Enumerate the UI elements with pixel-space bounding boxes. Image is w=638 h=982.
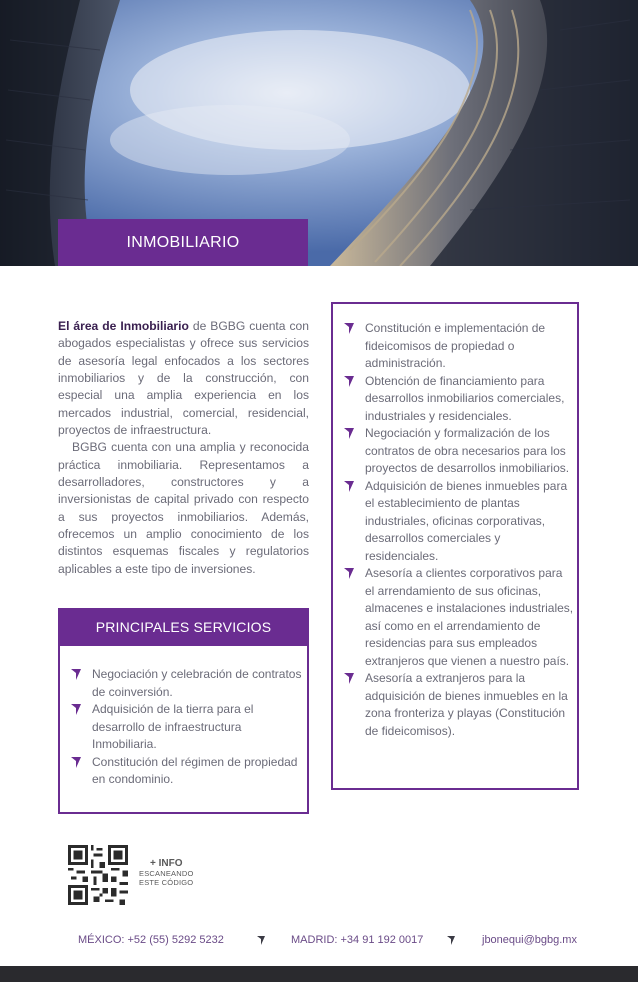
contact-email-link[interactable]: jbonequi@bgbg.mx: [482, 934, 577, 946]
list-item: [62, 701, 306, 754]
service-text: Adquisición de la tierra para el desarrollo de infraestructura Inmobiliaria.: [92, 702, 254, 751]
service-text: Negociación y formalización de los contratos de obra necesarios para los proyectos de desarrollos inmobiliarios.: [365, 426, 570, 475]
service-text: Negociación y celebración de contratos de coinversión.: [92, 667, 302, 699]
purple-arrow-icon: [446, 935, 456, 946]
list-item: [335, 425, 575, 478]
purple-arrow-icon: [343, 322, 355, 335]
qr-caption-line-1: ESCANEANDO: [139, 869, 194, 878]
intro-lead: El área de Inmobiliario: [58, 319, 189, 333]
intro-paragraph-2: BGBG cuenta con una amplia y reconocida práctica inmobiliaria. Representamos a desarrolladores, constructores y a inversionistas de capital privado con respecto a sus proyectos inmobiliarios. Además, ofrecemos un amplio conocimiento de los distintos esquemas fiscales y regulatorios aplicables a este tipo de inversiones.: [58, 440, 309, 576]
purple-arrow-icon: [343, 480, 355, 493]
qr-info-caption: [139, 870, 194, 887]
section-title-badge: INMOBILIARIO: [58, 219, 308, 266]
qr-code[interactable]: [67, 845, 129, 905]
service-text: Constitución del régimen de propiedad en condominio.: [92, 754, 298, 786]
service-text: Asesoría a clientes corporativos para el arrendamiento de sus oficinas, almacenes e instalaciones industriales, así como en el arrendamiento de residencias para sus empleados extranjeros que vienen a nuestro país.: [365, 566, 574, 668]
purple-arrow-icon: [70, 703, 82, 716]
services-list-right: [335, 320, 575, 740]
intro-text: [58, 318, 309, 578]
purple-arrow-icon: [343, 567, 355, 580]
purple-arrow-icon: [343, 672, 355, 685]
list-item: [335, 670, 575, 740]
footer-bar: [0, 966, 638, 982]
list-item: [335, 373, 575, 426]
contact-mexico-phone[interactable]: MÉXICO: +52 (55) 5292 5232: [78, 934, 224, 946]
purple-arrow-icon: [70, 668, 82, 681]
intro-paragraph-1: [58, 318, 309, 439]
qr-caption-line-2: ESTE CÓDIGO: [139, 877, 194, 887]
qr-info-label: + INFO: [150, 858, 183, 869]
list-item: [62, 754, 306, 789]
purple-arrow-icon: [343, 375, 355, 388]
services-title-badge: PRINCIPALES SERVICIOS: [58, 608, 309, 646]
intro-paragraph-1-text: de BGBG cuenta con abogados especialistas y ofrece sus servicios de asesoría legal enfocados a los sectores inmobiliarios y de la construcción, con especial una amplia experiencia en los mercados industrial, comercial, residencial, proyectos de infraestructura.: [58, 319, 309, 438]
purple-arrow-icon: [256, 935, 266, 946]
service-text: Obtención de financiamiento para desarrollos inmobiliarios comerciales, industriales y residenciales.: [365, 373, 565, 423]
services-list-left: [62, 666, 306, 789]
service-text: Adquisición de bienes inmuebles para el establecimiento de plantas industriales, oficinas corporativas, desarrollos comerciales y residenciales.: [365, 478, 568, 563]
service-text: Asesoría a extranjeros para la adquisición de bienes inmuebles en la zona fronteriza y playas (Constitución de fideicomisos).: [365, 671, 568, 738]
list-item: [335, 565, 575, 670]
list-item: [335, 478, 575, 566]
list-item: [62, 666, 306, 701]
service-text: Constitución e implementación de fideicomisos de propiedad o administración.: [365, 321, 546, 370]
list-item: [335, 320, 575, 373]
purple-arrow-icon: [343, 427, 355, 440]
purple-arrow-icon: [70, 756, 82, 769]
contact-madrid-phone[interactable]: MADRID: +34 91 192 0017: [291, 934, 424, 946]
